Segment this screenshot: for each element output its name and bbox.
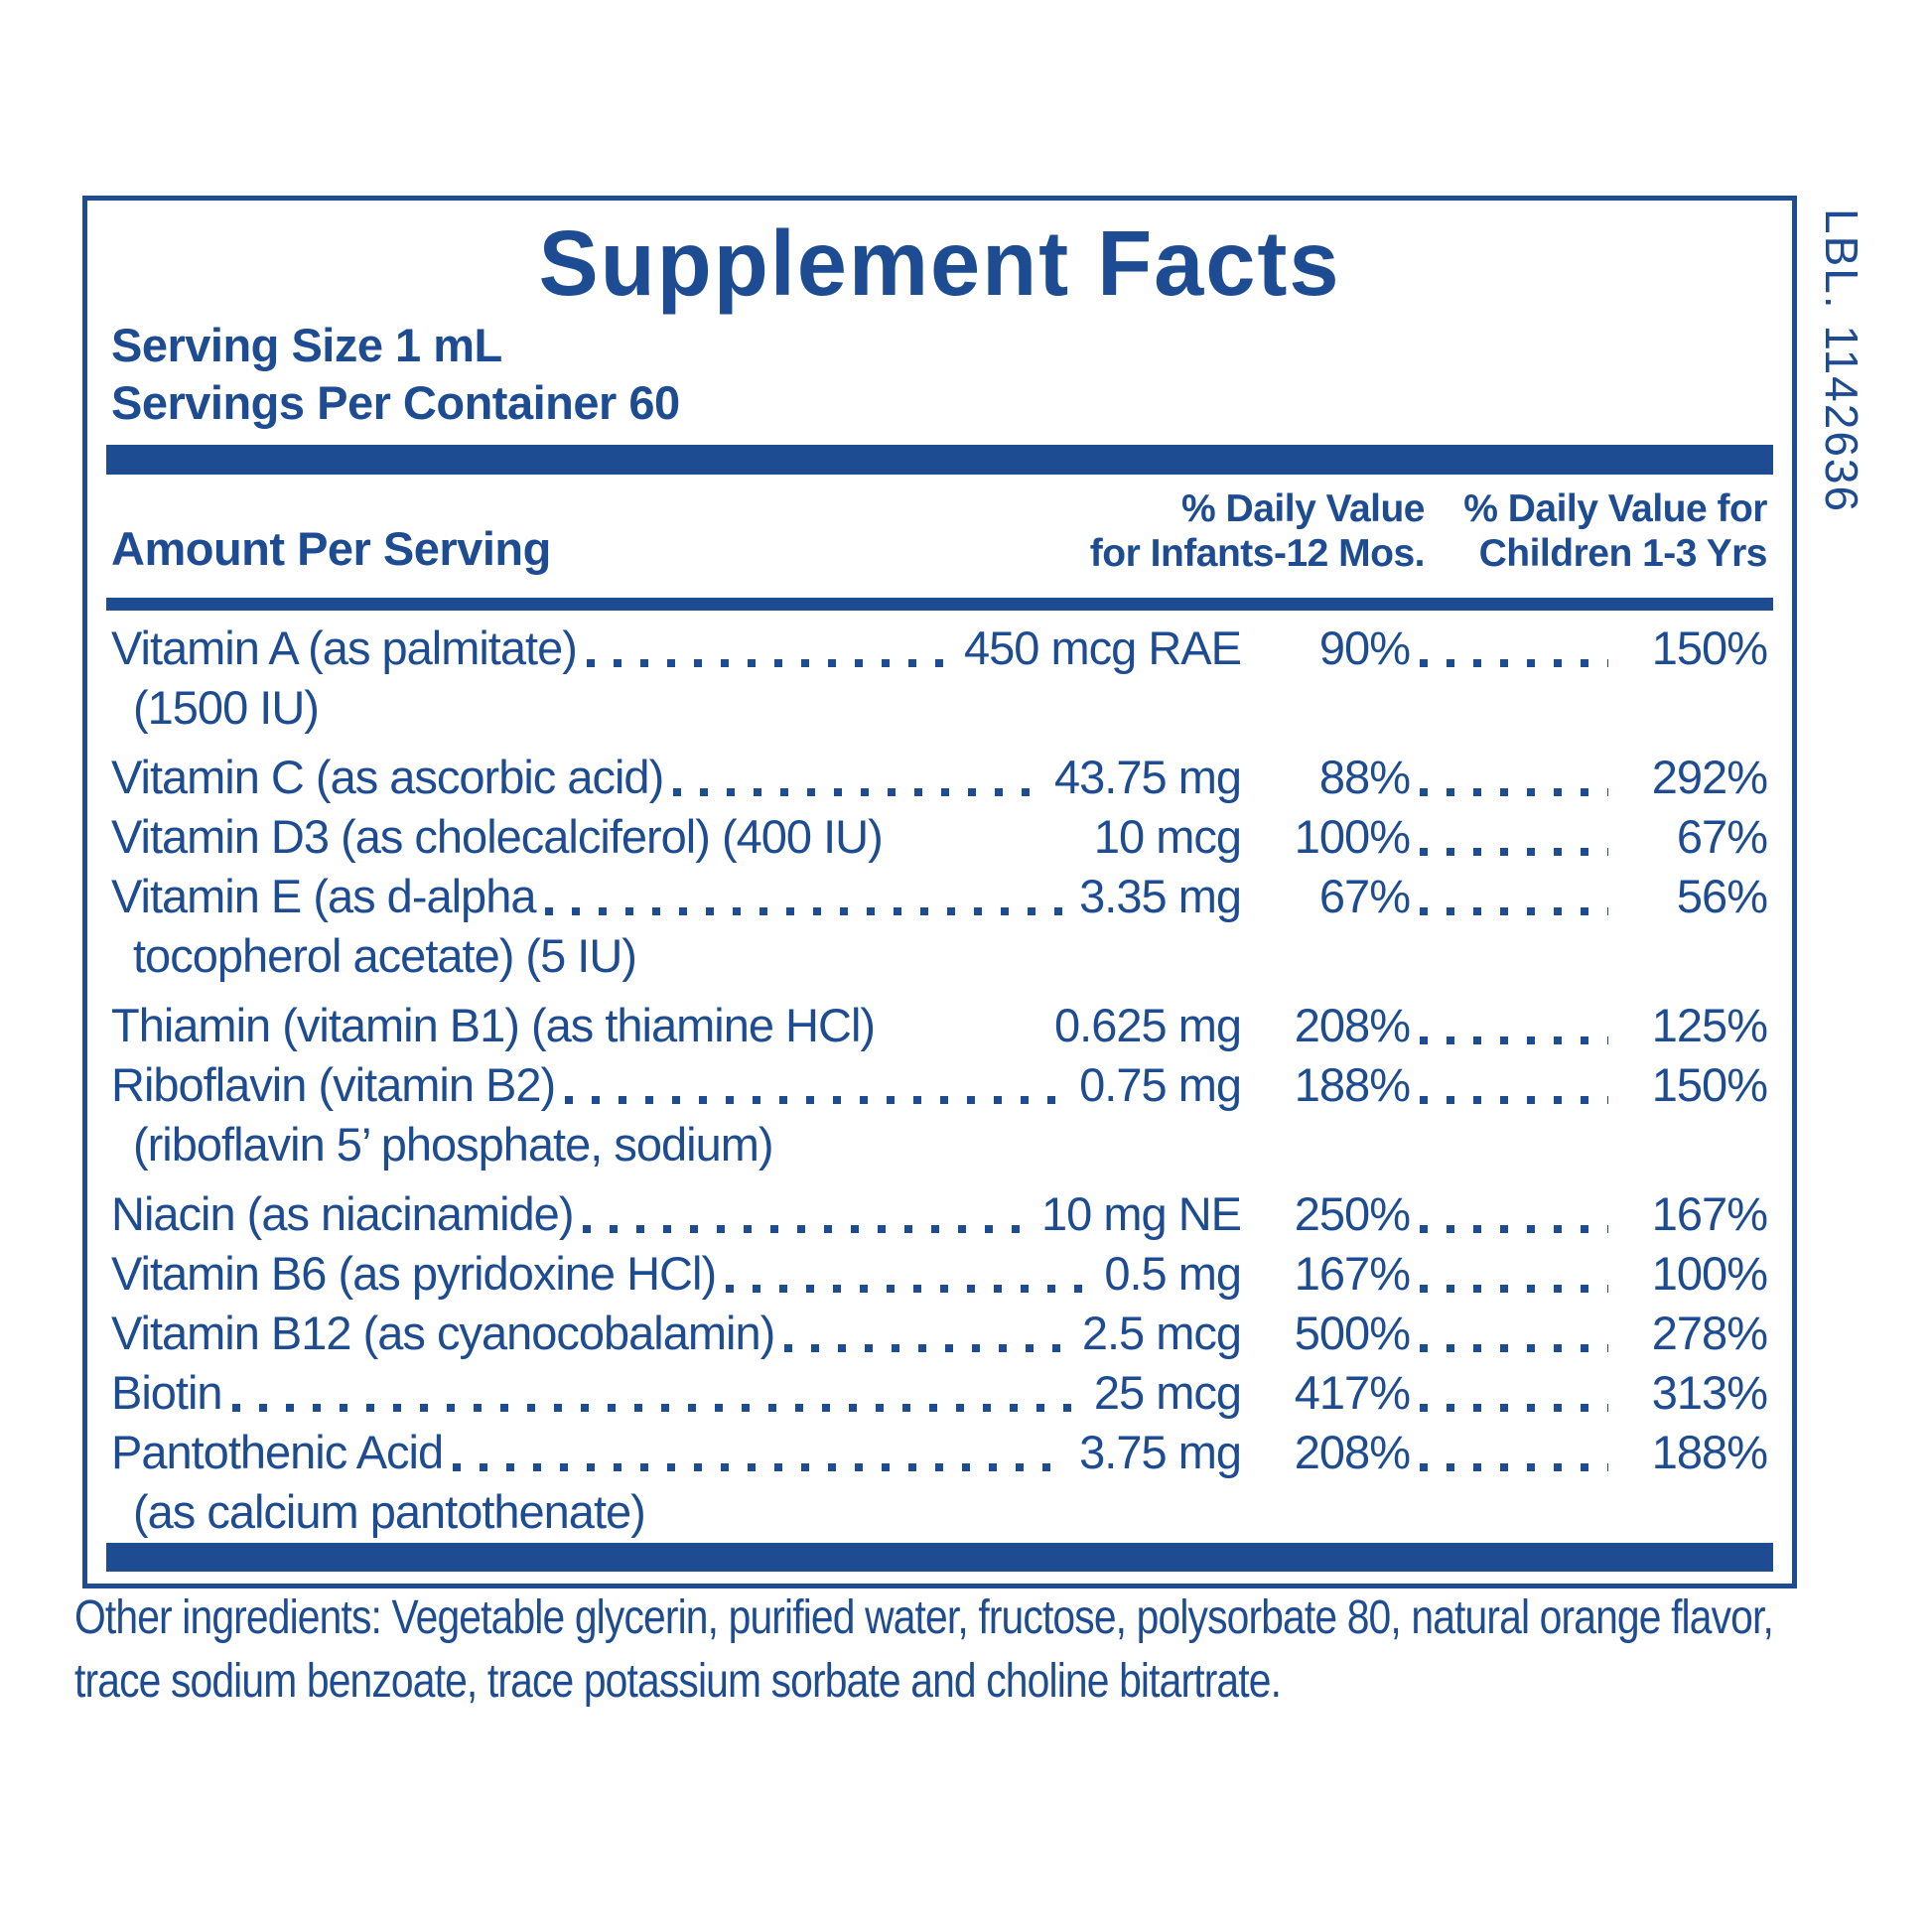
dv-infants-header [998,486,1425,576]
dv-children-value: 67% [1676,810,1767,863]
continuation-line [111,1115,1767,1174]
row-main [111,619,1241,678]
nutrient-amount: 450 mcg RAE [964,621,1241,674]
table-row [111,807,1767,867]
nutrient-amount: 25 mcg [1093,1366,1241,1419]
table-row [111,1363,1767,1423]
dv-children-value: 100% [1651,1247,1767,1300]
dv-infants-value: 67% [1318,870,1410,922]
table-row [111,996,1767,1055]
nutrient-name: Biotin [111,1366,222,1419]
row-main [111,1055,1241,1115]
nutrient-amount: 0.75 mg [1079,1058,1241,1111]
dv-infants-value: 208% [1294,999,1410,1051]
dv-children-header-line1: % Daily Value for [1463,487,1767,530]
nutrient-amount: 3.75 mg [1079,1426,1241,1478]
leader-dots-mid [1420,848,1608,856]
nutrient-amount: 10 mg NE [1041,1187,1241,1240]
nutrient-name-continuation: (as calcium pantothenate) [133,1485,645,1538]
facts-box [82,196,1797,1588]
dv-infants-value: 90% [1318,621,1410,674]
column-headers [111,486,1767,576]
dv-children-value: 125% [1651,999,1767,1051]
row-main [111,748,1241,807]
dv-children-header-line2: Children 1-3 Yrs [1478,532,1767,575]
dv-infants-value: 417% [1294,1366,1410,1419]
row-main [111,867,1241,926]
table-row [111,1184,1767,1244]
nutrient-amount: 43.75 mg [1054,751,1241,803]
nutrient-name-continuation: (riboflavin 5’ phosphate, sodium) [133,1118,773,1171]
leader-dots [565,1096,1069,1104]
row-main [111,1423,1241,1482]
leader-dots-mid [1420,1036,1608,1044]
leader-dots [726,1285,1094,1293]
dv-children-header [1425,486,1767,576]
dv-children-value: 313% [1651,1366,1767,1419]
leader-dots-mid [1420,659,1608,667]
dv-infants-value: 500% [1294,1307,1410,1359]
label-title: Supplement Facts [538,211,1341,315]
dv-children-value: 167% [1651,1187,1767,1240]
table-row [111,1423,1767,1482]
nutrient-amount: 0.625 mg [1054,999,1241,1051]
leader-dots-mid [1420,1285,1608,1293]
nutrient-name: Niacin (as niacinamide) [111,1187,574,1240]
leader-dots [583,1225,1032,1233]
leader-dots [545,907,1069,915]
table-row [111,1244,1767,1304]
leader-dots-mid [1420,1225,1608,1233]
dv-children-value: 292% [1651,751,1767,803]
leader-dots [587,659,954,667]
row-main [111,807,1241,867]
nutrient-rows [111,619,1767,1542]
dv-children-value: 56% [1676,870,1767,922]
table-row [111,748,1767,807]
leader-dots [784,1344,1072,1352]
dv-children-value: 150% [1651,1058,1767,1111]
row-main [111,1184,1241,1244]
row-main [111,996,1241,1055]
dv-infants-value: 167% [1294,1247,1410,1300]
label-code-vertical: LBL. 1142636 [1816,208,1867,514]
leader-dots [453,1463,1069,1471]
row-main [111,1363,1241,1423]
dv-infants-value: 100% [1294,810,1410,863]
leader-dots-mid [1420,1096,1608,1104]
dv-infants-value: 188% [1294,1058,1410,1111]
nutrient-name-continuation: (1500 IU) [133,681,319,734]
nutrient-amount: 10 mcg [1093,810,1241,863]
leader-dots-mid [1420,1404,1608,1412]
serving-size-text: Serving Size 1 mL [111,319,502,371]
thick-divider-bar-top [106,445,1773,475]
dv-infants-value: 208% [1294,1426,1410,1478]
other-ingredients-text: Other ingredients: Vegetable glycerin, purified water, fructose, polysorbate 80, natural orange flavor, trace sodium benzoate, trace potassium sorbate and choline bitartrate. [74,1591,1773,1708]
leader-dots [673,788,1044,796]
table-row [111,1304,1767,1363]
leader-dots [893,848,1084,856]
dv-infants-value: 250% [1294,1187,1410,1240]
table-row [111,619,1767,678]
continuation-line [111,678,1767,738]
nutrient-name: Riboflavin (vitamin B2) [111,1058,556,1111]
header-underline-bar [106,598,1773,611]
dv-infants-value: 88% [1318,751,1410,803]
nutrient-name-continuation: tocopherol acetate) (5 IU) [133,929,636,982]
nutrient-name: Vitamin A (as palmitate) [111,621,577,674]
thick-divider-bar-bottom [106,1543,1773,1572]
leader-dots [232,1404,1084,1412]
leader-dots-mid [1420,788,1608,796]
nutrient-amount: 2.5 mcg [1081,1307,1241,1359]
dv-infants-header-line2: for Infants-12 Mos. [1089,532,1425,575]
nutrient-amount: 0.5 mg [1104,1247,1241,1300]
leader-dots [885,1036,1044,1044]
leader-dots-mid [1420,1344,1608,1352]
dv-children-value: 188% [1651,1426,1767,1478]
leader-dots-mid [1420,907,1608,915]
table-row [111,867,1767,926]
row-main [111,1244,1241,1304]
nutrient-name: Vitamin B12 (as cyanocobalamin) [111,1307,775,1359]
nutrient-name: Thiamin (vitamin B1) (as thiamine HCl) [111,999,876,1051]
nutrient-name: Vitamin D3 (as cholecalciferol) (400 IU) [111,810,883,863]
amount-per-serving-header: Amount Per Serving [111,522,551,575]
leader-dots-mid [1420,1463,1608,1471]
dv-children-value: 278% [1651,1307,1767,1359]
nutrient-name: Vitamin E (as d-alpha [111,870,536,922]
nutrient-name: Vitamin C (as ascorbic acid) [111,751,664,803]
row-main [111,1304,1241,1363]
dv-children-value: 150% [1651,621,1767,674]
nutrient-name: Vitamin B6 (as pyridoxine HCl) [111,1247,717,1300]
continuation-line [111,1482,1767,1542]
continuation-line [111,926,1767,986]
servings-per-container-text: Servings Per Container 60 [111,376,680,429]
nutrient-name: Pantothenic Acid [111,1426,444,1478]
dv-infants-header-line1: % Daily Value [1181,487,1425,530]
table-row [111,1055,1767,1115]
nutrient-amount: 3.35 mg [1079,870,1241,922]
